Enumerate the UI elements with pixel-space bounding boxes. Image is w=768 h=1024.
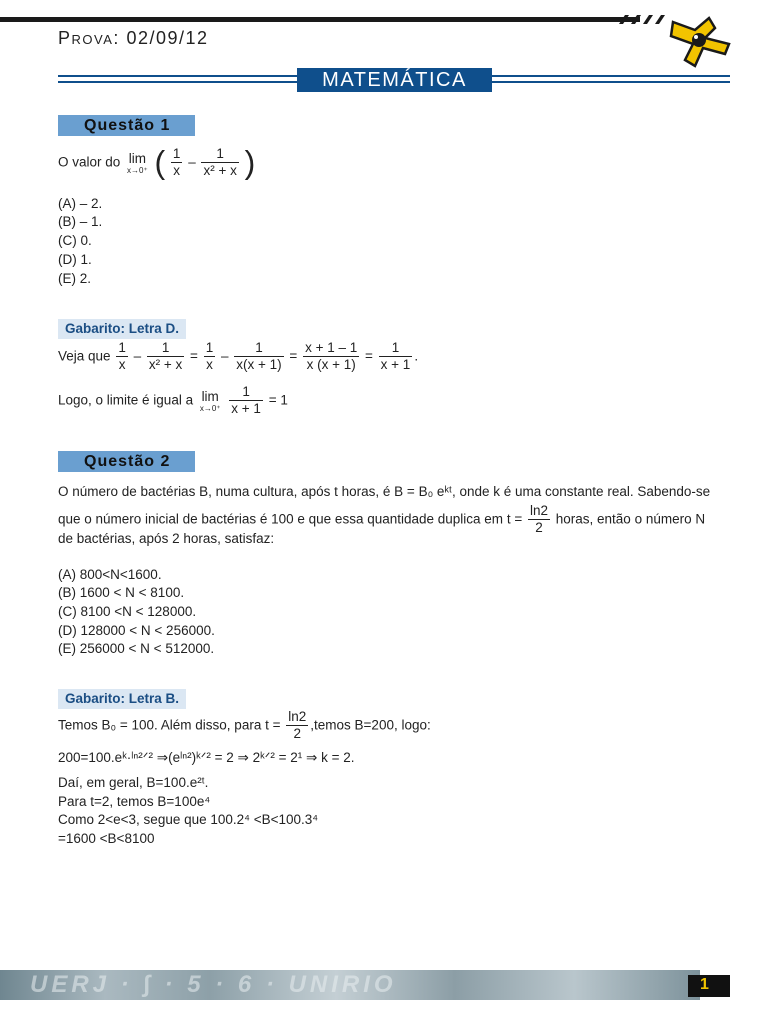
option-d: (D) 1. <box>58 252 92 267</box>
logo-icon <box>665 14 735 70</box>
option-b: (B) – 1. <box>58 214 103 229</box>
page-number: 1 <box>700 976 709 993</box>
option-a: (A) 800<N<1600. <box>58 567 162 582</box>
question-2-line-1: O número de bactérias B, numa cultura, após t horas, é B = B₀ eᵏᵗ, onde k é uma constante real. Sabendo-se <box>58 484 711 499</box>
answer-2-line-4: Para t=2, temos B=100e⁴ <box>58 794 211 809</box>
option-d: (D) 128000 < N < 256000. <box>58 623 215 638</box>
subject-title: MATEMÁTICA <box>297 68 492 92</box>
option-b: (B) 1600 < N < 8100. <box>58 585 185 600</box>
exam-date: PROVA: 02/09/12 <box>58 28 209 48</box>
answer-1-conclusion: Logo, o limite é igual a lim x→0⁺ $\frac{1}{x + 1}$ = 1 <box>58 384 288 416</box>
answer-1-heading: Gabarito: Letra D. <box>58 319 186 339</box>
answer-1-derivation: Veja que $\frac{1}{x}$ – $\frac{1}{\text{x² + x}}$ = $\frac{1}{x}$ – $\frac{1}{x(x + 1)}$ = $\frac{x + 1 - 1}{x (x + 1)}$ = $\frac{1}{x + 1}$ . <box>58 340 419 372</box>
answer-2-line-1: Temos B₀ = 100. Além disso, para t = $\frac{\ln 2}{2}$ ,temos B=200, logo: <box>58 709 431 741</box>
limit-operator: lim x→0⁺ <box>127 150 148 175</box>
question-2-line-3: de bactérias, após 2 horas, satisfaz: <box>58 531 275 546</box>
answer-2-line-3: Daí, em geral, B=100.e²ᵗ. <box>58 775 209 790</box>
answer-2-line-2: 200=100.eᵏ·ˡⁿ²ᐟ² ⇒(eˡⁿ²)ᵏᐟ² = 2 ⇒ 2ᵏᐟ² = 2¹ ⇒ k = 2. <box>58 750 355 765</box>
question-2-line-2: que o número inicial de bactérias é 100 e que essa quantidade duplica em t = $\frac{\ln 2}{2}$ horas, então o número N <box>58 503 706 535</box>
question-1-heading: Questão 1 <box>58 115 195 136</box>
header-rule <box>0 17 640 22</box>
option-c: (C) 0. <box>58 233 92 248</box>
page-number-box <box>688 975 730 997</box>
answer-2-line-6: =1600 <B<8100 <box>58 831 155 846</box>
option-c: (C) 8100 <N < 128000. <box>58 604 197 619</box>
limit-operator: lim x→0⁺ <box>199 388 221 413</box>
footer-watermark: UERJ · ∫ · 5 · 6 · UNIRIO <box>30 971 397 998</box>
question-2-heading: Questão 2 <box>58 451 195 472</box>
option-a: (A) – 2. <box>58 196 103 211</box>
answer-2-line-5: Como 2<e<3, segue que 100.2⁴ <B<100.3⁴ <box>58 812 319 827</box>
question-1-stem: O valor do lim x→0⁺ ( $\frac{1}{x}$ – $\frac{1}{\text{x² + x}}$ ) <box>58 144 256 181</box>
answer-2-heading: Gabarito: Letra B. <box>58 689 186 709</box>
option-e: (E) 256000 < N < 512000. <box>58 641 215 656</box>
option-e: (E) 2. <box>58 271 92 286</box>
